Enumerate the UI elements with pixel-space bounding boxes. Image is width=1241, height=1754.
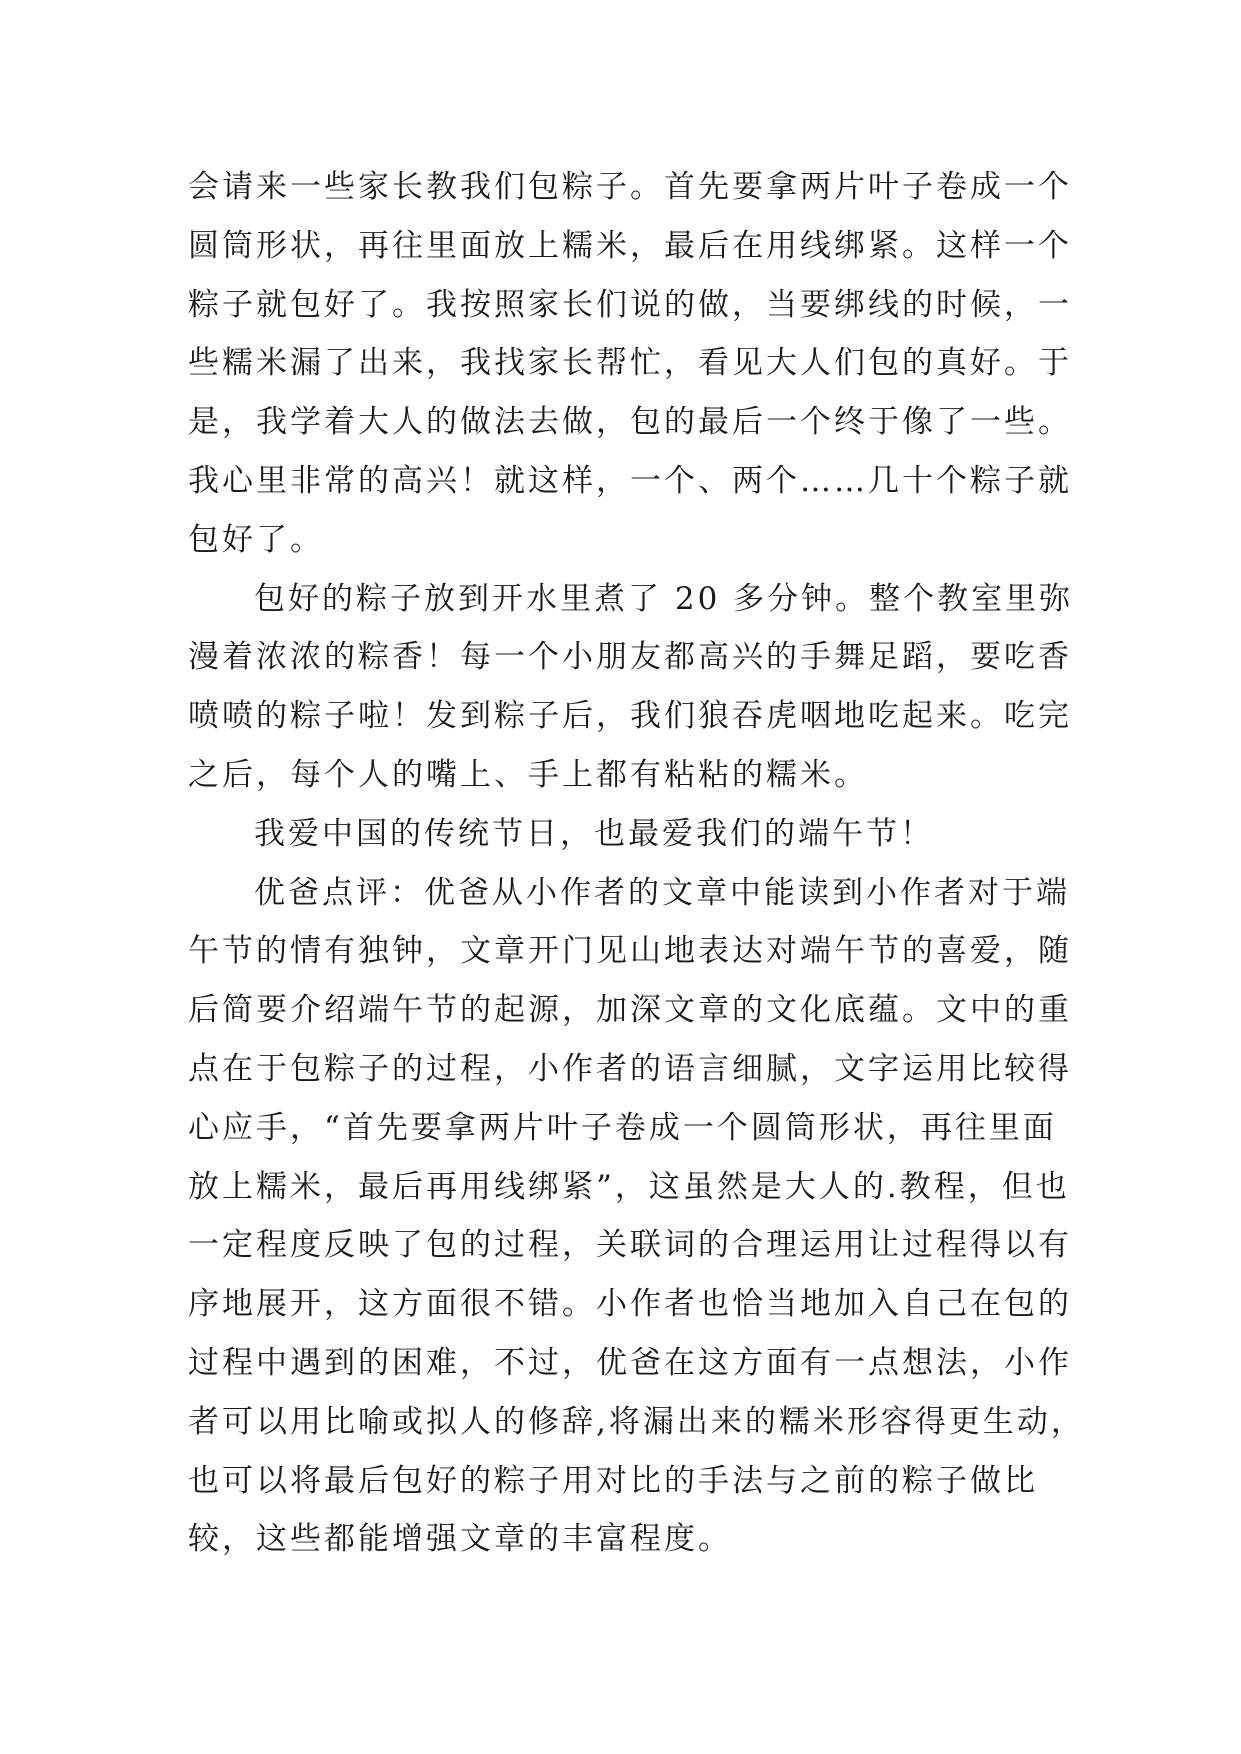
- text-line: 放上糯米，最后再用线绑紧”，这虽然是大人的.教程，但也: [188, 1168, 1070, 1205]
- text-line: 包好的粽子放到开水里煮了 20 多分钟。整个教室里弥: [254, 580, 1074, 617]
- text-line: 漫着浓浓的粽香！每一个小朋友都高兴的手舞足蹈，要吃香: [188, 639, 1072, 676]
- text-line: 也可以将最后包好的粽子用对比的手法与之前的粽子做比: [188, 1462, 1038, 1499]
- text-line: 优爸点评：优爸从小作者的文章中能读到小作者对于端: [254, 874, 1070, 911]
- text-line: 心应手，“首先要拿两片叶子卷成一个圆筒形状，再往里面: [188, 1109, 1057, 1146]
- paragraph-conclusion: [188, 805, 1068, 864]
- paragraph-cooking-zongzi: [188, 570, 1074, 805]
- text-line: 者可以用比喻或拟人的修辞,将漏出来的糯米形容得更生动，: [188, 1403, 1085, 1440]
- text-line: 包好了。: [188, 521, 324, 558]
- text-line: 后简要介绍端午节的起源，加深文章的文化底蕴。文中的重: [188, 992, 1072, 1029]
- text-line: 点在于包粽子的过程，小作者的语言细腻，文字运用比较得: [188, 1050, 1072, 1087]
- text-line: 一定程度反映了包的过程，关联词的合理运用让过程得以有: [188, 1227, 1072, 1264]
- paragraph-review: [188, 864, 1085, 1570]
- text-line: 我心里非常的高兴！就这样，一个、两个……几十个粽子就: [188, 462, 1072, 499]
- text-line: 喷喷的粽子啦！发到粽子后，我们狼吞虎咽地吃起来。吃完: [188, 698, 1072, 735]
- text-line: 些糯米漏了出来，我找家长帮忙，看见大人们包的真好。于: [188, 345, 1072, 382]
- paragraph-making-zongzi: [188, 158, 1072, 570]
- text-line: 序地展开，这方面很不错。小作者也恰当地加入自己在包的: [188, 1286, 1072, 1323]
- text-line: 午节的情有独钟，文章开门见山地表达对端午节的喜爱，随: [188, 933, 1072, 970]
- text-line: 较，这些都能增强文章的丰富程度。: [188, 1521, 732, 1558]
- text-line: 圆筒形状，再往里面放上糯米，最后在用线绑紧。这样一个: [188, 227, 1072, 264]
- document-body: [188, 158, 1085, 1569]
- text-line: 我爱中国的传统节日，也最爱我们的端午节！: [254, 815, 934, 852]
- text-line: 粽子就包好了。我按照家长们说的做，当要绑线的时候，一: [188, 286, 1072, 323]
- text-line: 是，我学着大人的做法去做，包的最后一个终于像了一些。: [188, 404, 1072, 441]
- text-line: 会请来一些家长教我们包粽子。首先要拿两片叶子卷成一个: [188, 169, 1072, 205]
- text-line: 过程中遇到的困难，不过，优爸在这方面有一点想法，小作: [188, 1344, 1072, 1381]
- text-line: 之后，每个人的嘴上、手上都有粘粘的糯米。: [188, 756, 868, 793]
